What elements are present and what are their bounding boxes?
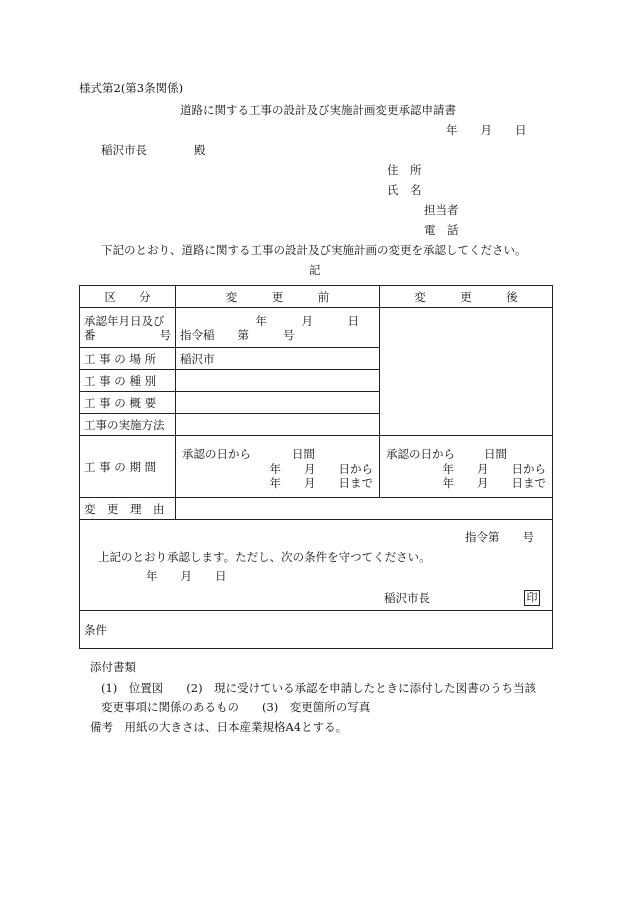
approval-label-line1: 承認年月日及び [84,313,165,328]
form-number: 様式第2(第3条関係) [79,81,184,95]
seal-icon: 印 [524,590,540,606]
response-mayor: 稲沢市長 [384,591,430,605]
remarks-note: 備考 用紙の大きさは、日本産業規格A4とする。 [90,720,348,734]
contact-person-label: 担当者 [424,203,459,217]
period-before-from-approval: 承認の日から [182,446,251,461]
period-after[interactable] [380,436,553,498]
method-value[interactable] [176,414,380,436]
period-after-from-approval: 承認の日から [386,446,455,461]
place-value[interactable]: 稲沢市 [176,348,380,370]
application-table [79,285,553,649]
approval-label-line2: 番 号 [84,327,171,342]
period-before-end: 年 月 日まで [269,475,373,490]
overview-label: 工 事 の 概 要 [80,392,176,414]
table-header-row [80,286,553,308]
approval-before-value[interactable] [176,308,380,348]
honorific: 殿 [194,143,206,157]
period-before-days: 日間 [292,446,315,461]
place-label: 工 事 の 場 所 [80,348,176,370]
reason-value[interactable] [176,498,553,520]
conditions-cell[interactable]: 条件 [80,611,553,649]
response-cell [80,520,553,611]
period-after-start: 年 月 日から [442,461,546,476]
addressee: 稲沢市長 [101,143,147,157]
method-label: 工事の実施方法 [80,414,176,436]
response-text: 上記のとおり承認します。ただし、次の条件を守つてください。 [98,550,431,564]
approval-number: 指令稲 第 号 [180,327,295,342]
attachments-heading: 添付書類 [90,660,136,674]
attachments-line2: 変更事項に関係のあるもの (3) 変更箇所の写真 [101,700,371,714]
application-date: 年 月 日 [446,123,527,137]
response-row [80,520,553,611]
response-date: 年 月 日 [146,569,227,583]
overview-value[interactable] [176,392,380,414]
period-after-days: 日間 [484,446,507,461]
period-before-start: 年 月 日から [269,461,373,476]
period-before[interactable] [176,436,380,498]
after-change-merged-cell[interactable] [380,308,553,436]
reason-label: 変 更 理 由 [80,498,176,520]
period-label: 工 事 の 期 間 [80,436,176,498]
before-change-header: 変 更 前 [176,286,380,308]
ki-heading: 記 [309,263,321,277]
intro-text: 下記のとおり、道路に関する工事の設計及び実施計画の変更を承認してください。 [101,243,527,257]
type-label: 工 事 の 種 別 [80,370,176,392]
response-shirei-number: 指令第 号 [465,530,534,544]
attachments-line1: (1) 位置図 (2) 現に受けている承認を申請したときに添付した図書のうち当該 [101,681,537,695]
approval-date: 年 月 日 [255,313,359,328]
period-after-end: 年 月 日まで [442,475,546,490]
approval-row [80,308,553,348]
type-value[interactable] [176,370,380,392]
address-label: 住 所 [387,163,422,177]
name-label: 氏 名 [387,183,422,197]
section-header: 区 分 [80,286,176,308]
page-title: 道路に関する工事の設計及び実施計画変更承認申請書 [180,103,456,117]
phone-label: 電 話 [424,223,459,237]
period-row [80,436,553,498]
approval-label [80,308,176,348]
conditions-row [80,611,553,649]
reason-row [80,498,553,520]
after-change-header: 変 更 後 [380,286,553,308]
